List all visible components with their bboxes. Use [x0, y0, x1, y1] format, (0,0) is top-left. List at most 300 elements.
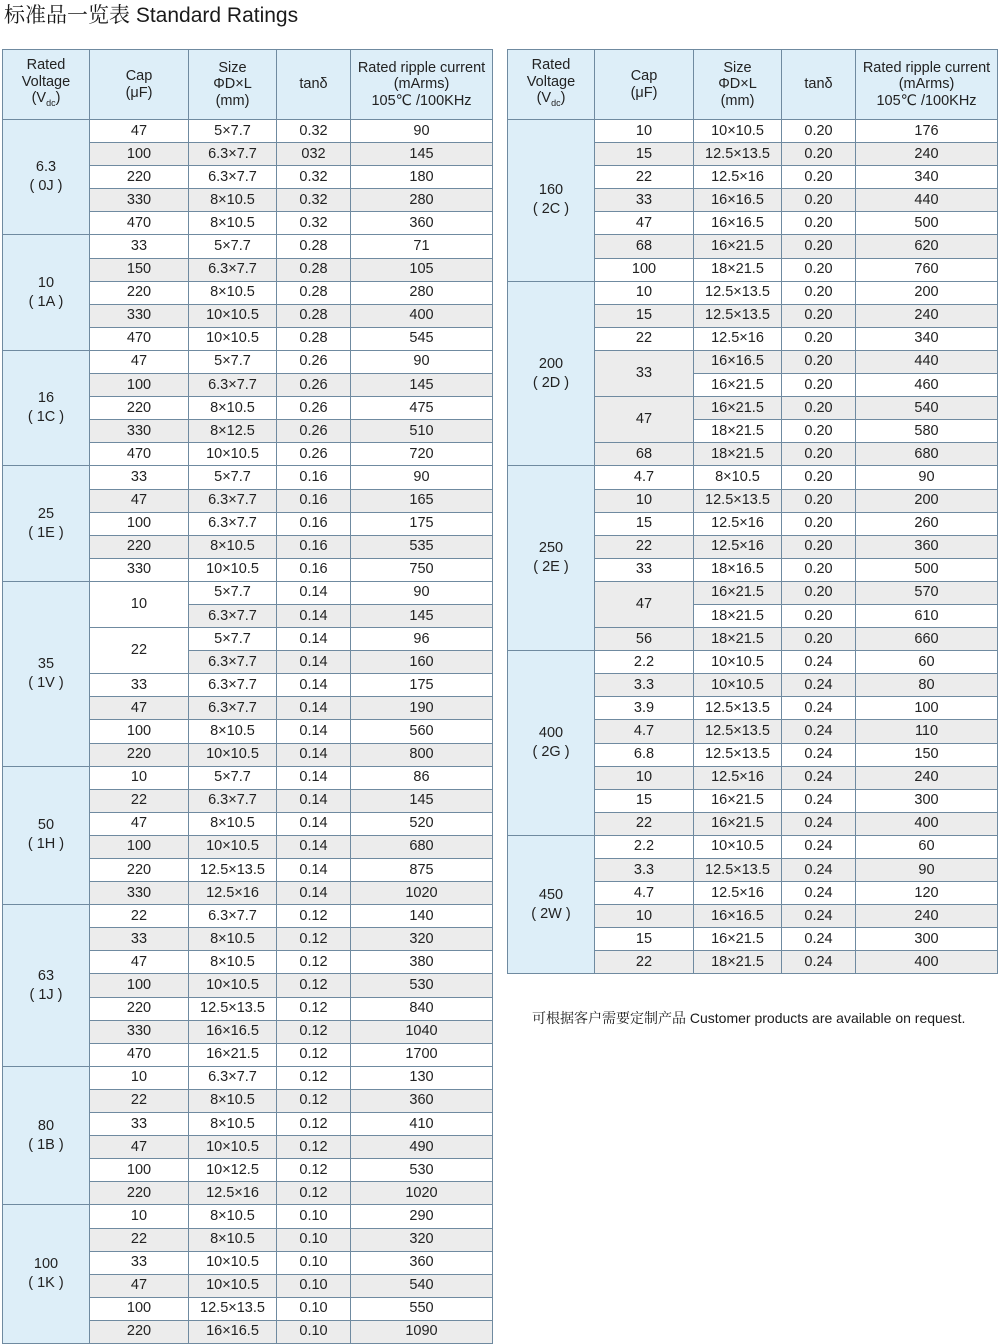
ripple-cell: 86: [351, 766, 493, 789]
tan-cell: 0.20: [782, 466, 856, 489]
tan-cell: 0.14: [277, 859, 351, 882]
ripple-cell: 500: [856, 558, 998, 581]
ripple-cell: 540: [856, 397, 998, 420]
size-cell: 12.5×13.5: [694, 304, 782, 327]
cap-cell: 22: [90, 628, 189, 674]
tan-cell: 0.26: [277, 374, 351, 397]
cap-cell: 100: [595, 258, 694, 281]
ripple-cell: 100: [856, 697, 998, 720]
ripple-cell: 176: [856, 120, 998, 143]
voltage-cell: [3, 905, 90, 1067]
ripple-cell: 240: [856, 304, 998, 327]
size-cell: 16×16.5: [694, 905, 782, 928]
cap-cell: 220: [90, 397, 189, 420]
page-title: 标准品一览表 Standard Ratings: [4, 4, 299, 27]
ripple-cell: 240: [856, 905, 998, 928]
cap-cell: 3.3: [595, 859, 694, 882]
size-cell: 16×16.5: [694, 212, 782, 235]
voltage-cell: [508, 466, 595, 651]
tan-cell: 0.24: [782, 766, 856, 789]
cap-cell: 4.7: [595, 720, 694, 743]
voltage-code: ( 1J ): [29, 986, 63, 1003]
header-ripple: Rated ripple current (mArms) 105℃ /100KHz: [856, 50, 998, 120]
size-cell: 6.3×7.7: [189, 489, 277, 512]
voltage-value: 400: [538, 725, 564, 742]
voltage-cell: [3, 466, 90, 581]
size-cell: 5×7.7: [189, 766, 277, 789]
tan-cell: 0.24: [782, 789, 856, 812]
tan-cell: 0.20: [782, 581, 856, 604]
ripple-cell: 520: [351, 812, 493, 835]
size-cell: 16×21.5: [694, 235, 782, 258]
ripple-cell: 750: [351, 558, 493, 581]
tan-cell: 0.24: [782, 928, 856, 951]
ripple-cell: 60: [856, 835, 998, 858]
size-cell: 8×10.5: [189, 928, 277, 951]
ripple-cell: 1040: [351, 1020, 493, 1043]
voltage-value: 80: [37, 1117, 55, 1134]
cap-cell: 10: [595, 766, 694, 789]
size-cell: 8×10.5: [189, 1089, 277, 1112]
tan-cell: 0.16: [277, 535, 351, 558]
tan-cell: 0.32: [277, 166, 351, 189]
cap-cell: 15: [595, 928, 694, 951]
ripple-cell: 680: [856, 443, 998, 466]
tan-cell: 0.12: [277, 1182, 351, 1205]
cap-cell: 33: [90, 928, 189, 951]
ripple-cell: 90: [856, 859, 998, 882]
ripple-cell: 280: [351, 281, 493, 304]
table-row: [3, 235, 493, 258]
tan-cell: 0.24: [782, 905, 856, 928]
header-size: Size ΦD×L (mm): [189, 50, 277, 120]
cap-cell: 22: [90, 1089, 189, 1112]
size-cell: 12.5×16: [694, 882, 782, 905]
ratings-body-right: [508, 120, 998, 974]
tan-cell: 0.24: [782, 951, 856, 974]
voltage-value: 25: [37, 505, 55, 522]
size-cell: 6.3×7.7: [189, 512, 277, 535]
ripple-cell: 140: [351, 905, 493, 928]
cap-cell: 100: [90, 512, 189, 535]
ripple-cell: 90: [351, 120, 493, 143]
ripple-cell: 290: [351, 1205, 493, 1228]
tan-cell: 0.14: [277, 697, 351, 720]
size-cell: 16×21.5: [694, 581, 782, 604]
cap-cell: 15: [595, 304, 694, 327]
cap-cell: 4.7: [595, 882, 694, 905]
size-cell: 12.5×13.5: [694, 743, 782, 766]
tan-cell: 0.24: [782, 674, 856, 697]
size-cell: 10×10.5: [694, 674, 782, 697]
tan-cell: 0.16: [277, 512, 351, 535]
cap-cell: 330: [90, 1020, 189, 1043]
tan-cell: 0.32: [277, 120, 351, 143]
ripple-cell: 1700: [351, 1043, 493, 1066]
ripple-cell: 175: [351, 512, 493, 535]
tan-cell: 0.14: [277, 604, 351, 627]
size-cell: 6.3×7.7: [189, 651, 277, 674]
cap-cell: 100: [90, 1159, 189, 1182]
voltage-value: 35: [37, 655, 55, 672]
table-row: [508, 120, 998, 143]
ripple-cell: 300: [856, 928, 998, 951]
size-cell: 5×7.7: [189, 120, 277, 143]
size-cell: 12.5×16: [694, 766, 782, 789]
size-cell: 8×10.5: [189, 951, 277, 974]
ripple-cell: 610: [856, 604, 998, 627]
cap-cell: 220: [90, 281, 189, 304]
cap-cell: 33: [90, 1251, 189, 1274]
size-cell: 6.3×7.7: [189, 697, 277, 720]
header-tan: tanδ: [782, 50, 856, 120]
cap-cell: 47: [90, 489, 189, 512]
tan-cell: 0.14: [277, 581, 351, 604]
ripple-cell: 410: [351, 1113, 493, 1136]
size-cell: 8×10.5: [694, 466, 782, 489]
cap-cell: 100: [90, 143, 189, 166]
cap-cell: 33: [90, 1113, 189, 1136]
tan-cell: 0.10: [277, 1297, 351, 1320]
ripple-cell: 145: [351, 143, 493, 166]
ripple-cell: 1020: [351, 882, 493, 905]
tan-cell: 0.14: [277, 628, 351, 651]
tan-cell: 0.12: [277, 1089, 351, 1112]
size-cell: 12.5×16: [189, 1182, 277, 1205]
size-cell: 16×16.5: [189, 1320, 277, 1343]
size-cell: 12.5×13.5: [694, 697, 782, 720]
ripple-cell: 145: [351, 374, 493, 397]
ripple-cell: 360: [351, 212, 493, 235]
tan-cell: 0.20: [782, 604, 856, 627]
voltage-cell: [3, 1205, 90, 1344]
size-cell: 18×21.5: [694, 628, 782, 651]
ripple-cell: 300: [856, 789, 998, 812]
tan-cell: 0.24: [782, 697, 856, 720]
size-cell: 10×10.5: [189, 743, 277, 766]
cap-cell: 10: [595, 120, 694, 143]
cap-cell: 220: [90, 535, 189, 558]
size-cell: 5×7.7: [189, 235, 277, 258]
tan-cell: 0.24: [782, 812, 856, 835]
ripple-cell: 1090: [351, 1320, 493, 1343]
size-cell: 12.5×13.5: [694, 489, 782, 512]
tan-cell: 0.24: [782, 882, 856, 905]
tan-cell: 0.16: [277, 489, 351, 512]
size-cell: 6.3×7.7: [189, 166, 277, 189]
voltage-code: ( 1C ): [27, 409, 65, 426]
ripple-cell: 440: [856, 189, 998, 212]
ripple-cell: 180: [351, 166, 493, 189]
size-cell: 10×10.5: [189, 327, 277, 350]
ripple-cell: 320: [351, 928, 493, 951]
cap-cell: 220: [90, 997, 189, 1020]
table-row: [3, 466, 493, 489]
voltage-code: ( 2G ): [532, 744, 570, 761]
size-cell: 8×10.5: [189, 397, 277, 420]
cap-cell: 6.8: [595, 743, 694, 766]
ripple-cell: 200: [856, 281, 998, 304]
cap-cell: 33: [595, 558, 694, 581]
ripple-cell: 165: [351, 489, 493, 512]
tan-cell: 0.12: [277, 997, 351, 1020]
size-cell: 12.5×13.5: [189, 997, 277, 1020]
cap-cell: 47: [595, 397, 694, 443]
tan-cell: 0.24: [782, 720, 856, 743]
cap-cell: 33: [595, 189, 694, 212]
tan-cell: 0.20: [782, 512, 856, 535]
cap-cell: 220: [90, 859, 189, 882]
ripple-cell: 400: [351, 304, 493, 327]
voltage-code: ( 2C ): [532, 201, 570, 218]
size-cell: 12.5×16: [694, 327, 782, 350]
header-tan: tanδ: [277, 50, 351, 120]
tan-cell: 0.20: [782, 628, 856, 651]
ripple-cell: 475: [351, 397, 493, 420]
size-cell: 6.3×7.7: [189, 258, 277, 281]
size-cell: 6.3×7.7: [189, 1066, 277, 1089]
tan-cell: 032: [277, 143, 351, 166]
size-cell: 16×21.5: [694, 789, 782, 812]
tan-cell: 0.12: [277, 1159, 351, 1182]
tan-cell: 0.20: [782, 397, 856, 420]
tan-cell: 0.12: [277, 1020, 351, 1043]
voltage-value: 63: [37, 967, 55, 984]
size-cell: 6.3×7.7: [189, 143, 277, 166]
size-cell: 5×7.7: [189, 581, 277, 604]
ripple-cell: 500: [856, 212, 998, 235]
tan-cell: 0.28: [277, 281, 351, 304]
table-row: [3, 581, 493, 604]
size-cell: 16×21.5: [694, 374, 782, 397]
cap-cell: 47: [90, 350, 189, 373]
size-cell: 8×10.5: [189, 812, 277, 835]
voltage-cell: [3, 766, 90, 905]
ripple-cell: 875: [351, 859, 493, 882]
ripple-cell: 320: [351, 1228, 493, 1251]
tan-cell: 0.14: [277, 743, 351, 766]
cap-cell: 47: [90, 120, 189, 143]
ripple-cell: 545: [351, 327, 493, 350]
size-cell: 10×10.5: [694, 120, 782, 143]
voltage-code: ( 1B ): [28, 1136, 64, 1153]
size-cell: 10×10.5: [694, 651, 782, 674]
tan-cell: 0.12: [277, 928, 351, 951]
ripple-cell: 840: [351, 997, 493, 1020]
cap-cell: 10: [90, 766, 189, 789]
voltage-code: ( 1V ): [28, 674, 64, 691]
tan-cell: 0.16: [277, 466, 351, 489]
size-cell: 10×10.5: [189, 1136, 277, 1159]
ripple-cell: 96: [351, 628, 493, 651]
size-cell: 5×7.7: [189, 350, 277, 373]
tan-cell: 0.20: [782, 304, 856, 327]
cap-cell: 330: [90, 189, 189, 212]
cap-cell: 3.9: [595, 697, 694, 720]
voltage-value: 50: [37, 817, 55, 834]
ripple-cell: 175: [351, 674, 493, 697]
tan-cell: 0.24: [782, 743, 856, 766]
tan-cell: 0.12: [277, 1136, 351, 1159]
size-cell: 18×21.5: [694, 420, 782, 443]
cap-cell: 10: [595, 281, 694, 304]
voltage-code: ( 0J ): [29, 178, 63, 195]
ripple-cell: 680: [351, 835, 493, 858]
size-cell: 16×16.5: [694, 189, 782, 212]
voltage-cell: [3, 581, 90, 766]
ripple-cell: 90: [351, 581, 493, 604]
cap-cell: 470: [90, 327, 189, 350]
size-cell: 12.5×16: [189, 882, 277, 905]
tan-cell: 0.10: [277, 1251, 351, 1274]
ripple-cell: 130: [351, 1066, 493, 1089]
ripple-cell: 200: [856, 489, 998, 512]
size-cell: 16×21.5: [189, 1043, 277, 1066]
voltage-cell: [508, 835, 595, 974]
size-cell: 5×7.7: [189, 628, 277, 651]
voltage-value: 200: [538, 355, 564, 372]
size-cell: 6.3×7.7: [189, 374, 277, 397]
size-cell: 12.5×13.5: [694, 720, 782, 743]
tan-cell: 0.32: [277, 212, 351, 235]
cap-cell: 68: [595, 235, 694, 258]
cap-cell: 220: [90, 1182, 189, 1205]
voltage-cell: [3, 120, 90, 235]
cap-cell: 330: [90, 882, 189, 905]
table-row: [508, 651, 998, 674]
voltage-code: ( 2E ): [533, 559, 569, 576]
voltage-cell: [508, 281, 595, 466]
cap-cell: 4.7: [595, 466, 694, 489]
tan-cell: 0.14: [277, 882, 351, 905]
ripple-cell: 570: [856, 581, 998, 604]
size-cell: 5×7.7: [189, 466, 277, 489]
voltage-code: ( 2W ): [531, 905, 571, 922]
tan-cell: 0.24: [782, 859, 856, 882]
voltage-value: 6.3: [35, 159, 57, 176]
ripple-cell: 760: [856, 258, 998, 281]
cap-cell: 330: [90, 304, 189, 327]
tan-cell: 0.20: [782, 212, 856, 235]
size-cell: 8×10.5: [189, 1228, 277, 1251]
cap-cell: 220: [90, 743, 189, 766]
size-cell: 16×21.5: [694, 928, 782, 951]
custom-products-note: 可根据客户需要定制产品 Customer products are available on request.: [532, 1010, 966, 1026]
size-cell: 16×21.5: [694, 812, 782, 835]
cap-cell: 33: [90, 674, 189, 697]
tan-cell: 0.20: [782, 143, 856, 166]
cap-cell: 33: [90, 466, 189, 489]
voltage-code: ( 1E ): [28, 524, 64, 541]
cap-cell: 470: [90, 212, 189, 235]
tan-cell: 0.20: [782, 489, 856, 512]
ripple-cell: 240: [856, 766, 998, 789]
cap-cell: 22: [595, 812, 694, 835]
voltage-value: 160: [538, 182, 564, 199]
size-cell: 16×16.5: [189, 1020, 277, 1043]
size-cell: 12.5×13.5: [694, 281, 782, 304]
ripple-cell: 80: [856, 674, 998, 697]
cap-cell: 47: [90, 1136, 189, 1159]
tan-cell: 0.20: [782, 443, 856, 466]
ripple-cell: 150: [856, 743, 998, 766]
tan-cell: 0.20: [782, 327, 856, 350]
voltage-value: 16: [37, 390, 55, 407]
size-cell: 8×10.5: [189, 1205, 277, 1228]
ripple-cell: 400: [856, 951, 998, 974]
tan-cell: 0.20: [782, 558, 856, 581]
ripple-cell: 380: [351, 951, 493, 974]
size-cell: 18×21.5: [694, 604, 782, 627]
size-cell: 16×16.5: [694, 350, 782, 373]
tan-cell: 0.14: [277, 789, 351, 812]
ripple-cell: 340: [856, 166, 998, 189]
tan-cell: 0.12: [277, 951, 351, 974]
ripple-cell: 360: [856, 535, 998, 558]
header-cap: Cap (μF): [90, 50, 189, 120]
size-cell: 18×21.5: [694, 258, 782, 281]
size-cell: 12.5×16: [694, 166, 782, 189]
cap-cell: 220: [90, 166, 189, 189]
ripple-cell: 620: [856, 235, 998, 258]
voltage-code: ( 1A ): [28, 293, 64, 310]
size-cell: 6.3×7.7: [189, 604, 277, 627]
voltage-value: 100: [33, 1256, 59, 1273]
ripple-cell: 1020: [351, 1182, 493, 1205]
ripple-cell: 580: [856, 420, 998, 443]
ripple-cell: 190: [351, 697, 493, 720]
cap-cell: 47: [90, 697, 189, 720]
size-cell: 8×10.5: [189, 189, 277, 212]
tan-cell: 0.12: [277, 1066, 351, 1089]
size-cell: 6.3×7.7: [189, 905, 277, 928]
size-cell: 6.3×7.7: [189, 674, 277, 697]
size-cell: 8×12.5: [189, 420, 277, 443]
ripple-cell: 535: [351, 535, 493, 558]
ripple-cell: 800: [351, 743, 493, 766]
size-cell: 8×10.5: [189, 281, 277, 304]
ripple-cell: 720: [351, 443, 493, 466]
voltage-code: ( 2D ): [532, 374, 570, 391]
tan-cell: 0.20: [782, 235, 856, 258]
size-cell: 10×10.5: [189, 1251, 277, 1274]
ripple-cell: 260: [856, 512, 998, 535]
size-cell: 18×16.5: [694, 558, 782, 581]
cap-cell: 56: [595, 628, 694, 651]
ripple-cell: 90: [351, 350, 493, 373]
tan-cell: 0.20: [782, 420, 856, 443]
cap-cell: 470: [90, 1043, 189, 1066]
cap-cell: 10: [595, 489, 694, 512]
tan-cell: 0.26: [277, 420, 351, 443]
tan-cell: 0.20: [782, 374, 856, 397]
ripple-cell: 340: [856, 327, 998, 350]
cap-cell: 33: [90, 235, 189, 258]
tan-cell: 0.16: [277, 558, 351, 581]
tan-cell: 0.28: [277, 258, 351, 281]
size-cell: 8×10.5: [189, 1113, 277, 1136]
table-row: [508, 466, 998, 489]
tan-cell: 0.14: [277, 674, 351, 697]
voltage-code: ( 1H ): [27, 836, 65, 853]
ripple-cell: 660: [856, 628, 998, 651]
table-row: [3, 120, 493, 143]
header-ripple: Rated ripple current (mArms) 105℃ /100KHz: [351, 50, 493, 120]
table-row: [3, 905, 493, 928]
voltage-cell: [3, 235, 90, 350]
size-cell: 10×12.5: [189, 1159, 277, 1182]
header-cap: Cap (μF): [595, 50, 694, 120]
